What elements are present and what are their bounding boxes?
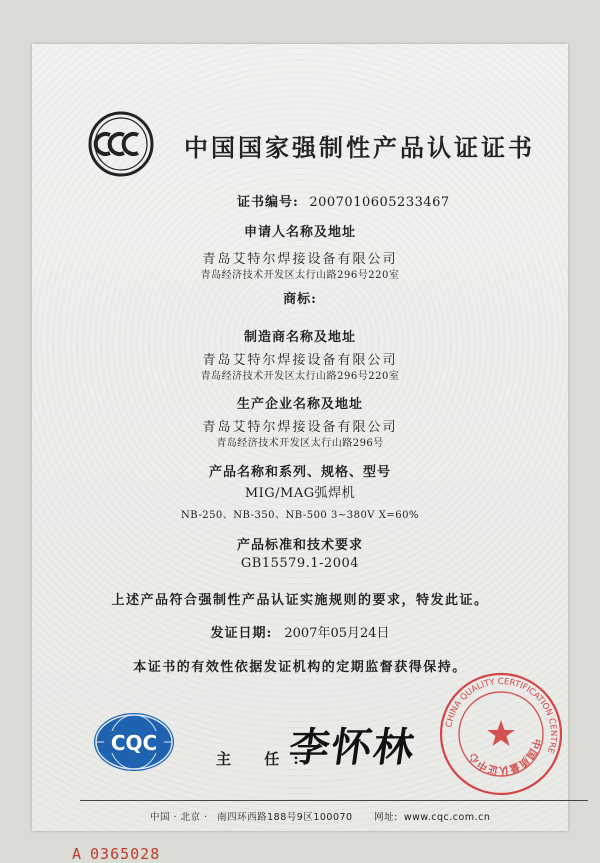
ccc-logo [88, 111, 154, 177]
certificate-number-row [237, 191, 450, 210]
cqc-logo [92, 711, 176, 773]
footer-divider [80, 800, 588, 801]
certificate-number-label: 证书编号: [237, 195, 299, 210]
seal-outer-text: CHINA QUALITY CERTIFICATION CENTRE [444, 676, 559, 755]
footer-location: 中国 · 北京 · [150, 812, 208, 823]
applicant-heading: 申请人名称及地址 [243, 225, 356, 240]
manufacturer-address: 青岛经济技术开发区太行山路296号220室 [200, 371, 400, 382]
factory-name: 青岛艾特尔焊接设备有限公司 [202, 420, 398, 435]
footer-website: www.cqc.com.cn [403, 812, 491, 823]
certificate-title: 中国国家强制性产品认证证书 [184, 134, 535, 162]
seal-inner-text: 中国质量认证中心 [467, 737, 542, 776]
standard-heading: 产品标准和技术要求 [236, 538, 363, 553]
validity-note: 本证书的有效性依据发证机构的定期监督获得保持。 [133, 660, 467, 675]
issue-date: 2007年05月24日 [284, 626, 390, 641]
product-name: MIG/MAG弧焊机 [244, 486, 356, 501]
footer-address: 南四环西路188号9区100070 [217, 812, 353, 823]
certificate-sheet [32, 44, 568, 863]
issue-date-row [32, 622, 568, 641]
product-models: NB-250、NB-350、NB-500 3~380V X=60% [181, 510, 419, 521]
factory-address: 青岛经济技术开发区太行山路296号 [216, 438, 384, 449]
standard-value: GB15579.1-2004 [240, 556, 360, 571]
footer-website-label: 网址: [374, 812, 398, 823]
factory-heading: 生产企业名称及地址 [236, 397, 363, 412]
manufacturer-name: 青岛艾特尔焊接设备有限公司 [202, 353, 398, 368]
serial-number-row [72, 845, 160, 863]
serial-letter: A [72, 845, 83, 863]
director-signature: 李怀林 [286, 724, 419, 771]
product-heading: 产品名称和系列、规格、型号 [208, 465, 391, 480]
certification-seal [437, 670, 565, 798]
director-label: 主 任: [216, 750, 313, 768]
footer-info [150, 809, 496, 823]
serial-number: 0365028 [90, 845, 161, 863]
issue-date-label: 发证日期: [210, 626, 273, 641]
applicant-address: 青岛经济技术开发区太行山路296号220室 [200, 270, 400, 281]
applicant-name: 青岛艾特尔焊接设备有限公司 [202, 252, 398, 267]
compliance-statement: 上述产品符合强制性产品认证实施规则的要求，特发此证。 [111, 593, 489, 608]
cqc-logo-text: CQC [110, 731, 158, 755]
manufacturer-heading: 制造商名称及地址 [243, 330, 356, 345]
trademark-label: 商标: [283, 292, 317, 307]
certificate-number: 2007010605233467 [309, 195, 450, 210]
